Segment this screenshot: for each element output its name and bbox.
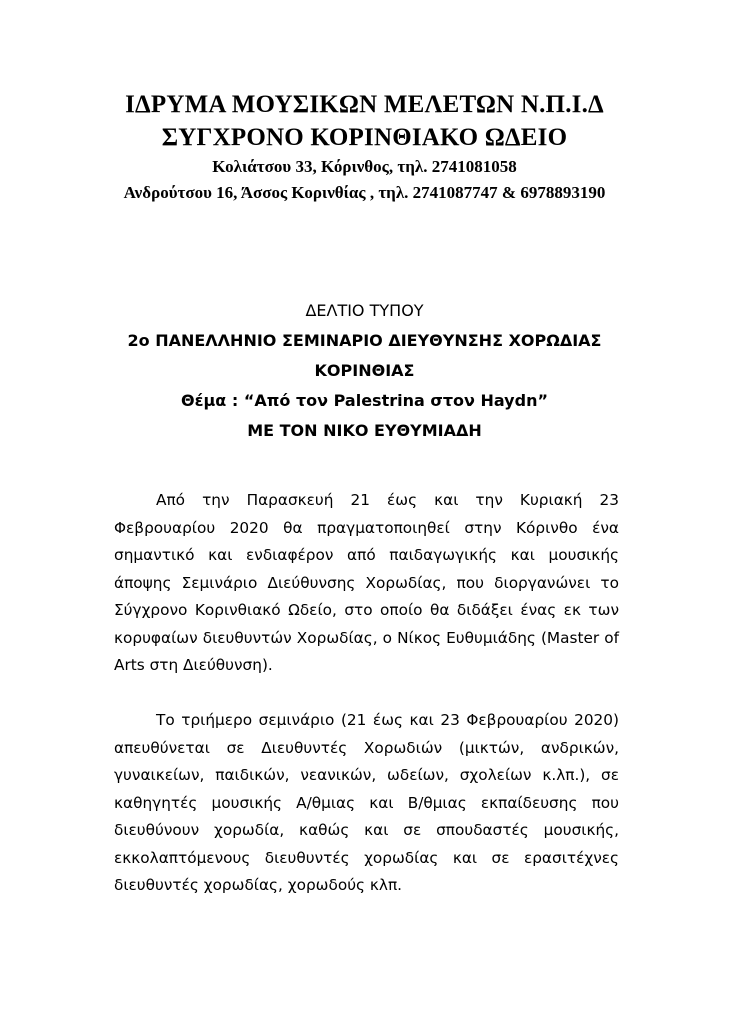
- press-release-label: ΔΕΛΤΙΟ ΤΥΠΟΥ: [305, 301, 424, 320]
- seminar-title-line1: 2ο ΠΑΝΕΛΛΗΝΙΟ ΣΕΜΙΝΑΡΙΟ ΔΙΕΥΘΥΝΣΗΣ ΧΟΡΩΔΙΑΣ: [127, 331, 602, 350]
- seminar-title-line2: ΚΟΡΙΝΘΙΑΣ: [314, 361, 415, 380]
- organization-name: ΙΔΡΥΜΑ ΜΟΥΣΙΚΩΝ ΜΕΛΕΤΩΝ Ν.Π.Ι.Δ: [125, 91, 604, 118]
- letterhead: [100, 88, 629, 204]
- body-paragraph-1: Από την Παρασκευή 21 έως και την Κυριακή 23 Φεβρουαρίου 2020 θα πραγματοποιηθεί στην Κόρινθο ένα σημαντικό και ενδιαφέρον από παιδαγωγικής και μουσικής άποψης Σεμινάριο Διεύθυνσης Χορωδίας, που διοργανώνει το Σύγχρονο Κορινθιακό Ωδείο, στο οποίο θα διδάξει ένας εκ των κορυφαίων διευθυντών Χορωδίας, ο Νίκος Ευθυμιάδης (Master of Arts στη Διεύθυνση).: [114, 491, 619, 674]
- address-assos: Ανδρούτσου 16, Άσσος Κορινθίας , τηλ. 2741087747 & 6978893190: [123, 183, 606, 202]
- seminar-theme: Θέμα : “Από τον Palestrina στον Haydn”: [181, 391, 548, 410]
- seminar-instructor: ΜΕ ΤΟΝ ΝΙΚΟ ΕΥΘΥΜΙΑΔΗ: [247, 421, 482, 440]
- address-korinthos: Κολιάτσου 33, Κόρινθος, τηλ. 2741081058: [212, 157, 517, 176]
- body-paragraph-2: Το τριήμερο σεμινάριο (21 έως και 23 Φεβρουαρίου 2020) απευθύνεται σε Διευθυντές Χορωδιών (μικτών, ανδρικών, γυναικείων, παιδικών, νεανικών, ωδείων, σχολείων κ.λπ.), σε καθηγητές μουσικής Α/θμιας και Β/θμιας εκπαίδευσης που διευθύνουν χορωδία, καθώς και σε σπουδαστές μουσικής, εκκολαπτόμενους διευθυντές χορωδίας και σε ερασιτέχνες διευθυντές χορωδίας, χορωδούς κλπ.: [114, 711, 619, 894]
- press-release-heading: [100, 296, 629, 446]
- conservatory-name: ΣΥΓΧΡΟΝΟ ΚΟΡΙΝΘΙΑΚΟ ΩΔΕΙΟ: [161, 124, 568, 151]
